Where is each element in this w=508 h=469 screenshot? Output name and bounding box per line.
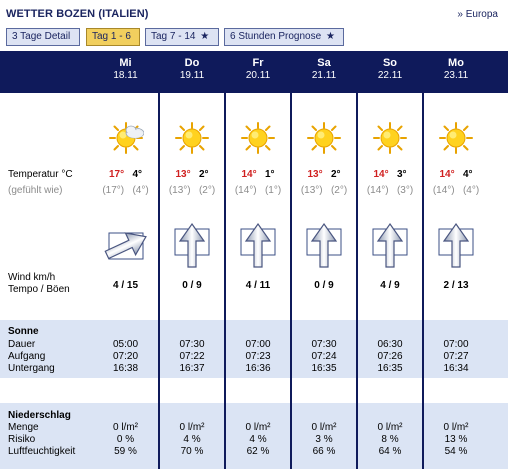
sun-duration-cell: 07:00 — [245, 339, 271, 350]
label-temperature: Temperatur °C — [8, 169, 73, 180]
felt-min: (4°) — [132, 185, 149, 196]
wind-speed-cell: 4 / 9 — [380, 280, 400, 291]
wind-direction-icon — [101, 221, 151, 271]
label-precipitation: Niederschlag — [8, 410, 71, 421]
sunset-cell: 16:37 — [179, 363, 205, 374]
felt-min: (2°) — [198, 185, 216, 196]
wind-direction-icon — [167, 221, 217, 271]
temp-min: 4° — [132, 169, 143, 180]
sunrise-cell: 07:24 — [311, 351, 337, 362]
felt-temperature-cell — [424, 185, 488, 196]
europa-link[interactable]: » Europa — [457, 9, 498, 20]
tab-3-tage-detail[interactable] — [6, 28, 80, 46]
temperature-cell — [424, 169, 488, 180]
day-date: 19.11 — [179, 70, 205, 81]
day-column-do — [158, 51, 224, 469]
temp-min: 1° — [264, 169, 275, 180]
tab-label: 6 Stunden Prognose — [230, 31, 322, 42]
sunrise-cell: 07:26 — [377, 351, 403, 362]
star-icon: ★ — [325, 31, 335, 42]
precip-amount-cell: 0 l/m² — [377, 422, 403, 433]
precip-amount-cell: 0 l/m² — [113, 422, 138, 433]
label-wind: Wind km/h — [8, 272, 56, 283]
felt-max: (14°) — [366, 185, 389, 196]
sun-icon — [306, 121, 342, 155]
day-date: 23.11 — [443, 70, 469, 81]
precip-amount-cell: 0 l/m² — [245, 422, 271, 433]
sunset-cell: 16:36 — [245, 363, 271, 374]
wind-direction-icon — [233, 221, 283, 271]
temp-max: 17° — [108, 169, 125, 180]
day-column-mo — [422, 51, 488, 469]
temp-max: 13° — [175, 169, 191, 180]
day-date: 18.11 — [113, 70, 138, 81]
tab-bar — [0, 28, 508, 46]
sunset-cell: 16:35 — [377, 363, 403, 374]
tab-6-stunden-prognose[interactable] — [224, 28, 344, 46]
day-column-sa — [290, 51, 356, 469]
temperature-cell — [160, 169, 224, 180]
humidity-cell: 64 % — [378, 446, 402, 457]
felt-min: (3°) — [396, 185, 414, 196]
wind-speed-cell: 4 / 11 — [245, 280, 271, 291]
label-amount: Menge — [8, 422, 39, 433]
precip-amount-cell: 0 l/m² — [311, 422, 337, 433]
sun-icon — [240, 121, 276, 155]
wind-speed-cell: 0 / 9 — [182, 280, 202, 291]
sunrise-cell: 07:27 — [443, 351, 469, 362]
temp-min: 2° — [198, 169, 209, 180]
sunset-cell: 16:35 — [311, 363, 337, 374]
tab-tag-1-6[interactable] — [86, 28, 140, 46]
humidity-cell: 54 % — [444, 446, 468, 457]
tab-label: Tag 7 - 14 — [151, 31, 196, 42]
sunset-cell: 16:34 — [443, 363, 469, 374]
wind-speed-cell: 0 / 9 — [314, 280, 334, 291]
day-date: 21.11 — [311, 70, 337, 81]
temp-min: 3° — [396, 169, 407, 180]
title-bar — [0, 0, 508, 26]
day-name: Fr — [252, 57, 264, 69]
wind-speed-cell: 2 / 13 — [443, 280, 469, 291]
temperature-cell — [358, 169, 422, 180]
humidity-cell: 59 % — [114, 446, 137, 457]
label-sunrise: Aufgang — [8, 351, 46, 362]
day-name: So — [382, 57, 398, 69]
day-name: Do — [184, 57, 200, 69]
sun-duration-cell: 07:30 — [311, 339, 337, 350]
precip-risk-cell: 4 % — [249, 434, 267, 445]
precip-risk-cell: 8 % — [381, 434, 399, 445]
temp-max: 14° — [241, 169, 257, 180]
day-name: Mo — [448, 57, 464, 69]
label-sun: Sonne — [8, 326, 39, 337]
tab-tag-7-14[interactable] — [145, 28, 219, 46]
felt-temperature-cell — [226, 185, 290, 196]
label-sunset: Untergang — [8, 363, 55, 374]
wind-direction-icon — [431, 221, 481, 271]
tab-label: Tag 1 - 6 — [92, 31, 131, 42]
temperature-cell — [226, 169, 290, 180]
temperature-cell — [93, 169, 158, 180]
temperature-cell — [292, 169, 356, 180]
felt-min: (4°) — [462, 185, 480, 196]
day-date: 22.11 — [377, 70, 403, 81]
sun-icon — [372, 121, 408, 155]
felt-temperature-cell — [292, 185, 356, 196]
felt-min: (1°) — [264, 185, 282, 196]
humidity-cell: 62 % — [246, 446, 270, 457]
tab-label: 3 Tage Detail — [12, 31, 71, 42]
wind-direction-icon — [299, 221, 349, 271]
felt-temperature-cell — [160, 185, 224, 196]
sun-duration-cell: 05:00 — [112, 339, 139, 350]
humidity-cell: 70 % — [180, 446, 204, 457]
sun-duration-cell: 07:00 — [443, 339, 469, 350]
felt-max: (13°) — [168, 185, 191, 196]
sun-duration-cell: 07:30 — [179, 339, 205, 350]
page-title: WETTER BOZEN (ITALIEN) — [6, 8, 149, 20]
sun-cloud-icon — [108, 121, 144, 155]
star-icon: ★ — [200, 31, 210, 42]
sun-icon — [438, 121, 474, 155]
felt-max: (14°) — [432, 185, 455, 196]
sunset-cell: 16:38 — [112, 363, 139, 374]
day-column-fr — [224, 51, 290, 469]
temp-min: 2° — [330, 169, 341, 180]
day-date: 20.11 — [245, 70, 271, 81]
day-column-mi — [93, 51, 158, 469]
temp-min: 4° — [462, 169, 473, 180]
sunrise-cell: 07:23 — [245, 351, 271, 362]
sunrise-cell: 07:20 — [112, 351, 139, 362]
label-duration: Dauer — [8, 339, 36, 350]
temp-max: 14° — [373, 169, 389, 180]
sun-icon — [174, 121, 210, 155]
humidity-cell: 66 % — [312, 446, 336, 457]
sun-duration-cell: 06:30 — [377, 339, 403, 350]
label-risk: Risiko — [8, 434, 36, 445]
label-wind-speed: Tempo / Böen — [8, 284, 70, 295]
label-humidity: Luftfeuchtigkeit — [8, 446, 76, 457]
day-column-so — [356, 51, 422, 469]
felt-min: (2°) — [330, 185, 348, 196]
day-name: Sa — [317, 57, 331, 69]
felt-max: (13°) — [300, 185, 323, 196]
felt-max: (14°) — [234, 185, 257, 196]
day-name: Mi — [119, 57, 132, 69]
felt-temperature-cell — [358, 185, 422, 196]
sunrise-cell: 07:22 — [179, 351, 205, 362]
wind-speed-cell: 4 / 15 — [112, 280, 139, 291]
temp-max: 13° — [307, 169, 323, 180]
felt-max: (17°) — [102, 185, 125, 196]
precip-risk-cell: 13 % — [444, 434, 468, 445]
felt-temperature-cell — [93, 185, 158, 196]
temp-max: 14° — [439, 169, 455, 180]
precip-risk-cell: 0 % — [116, 434, 135, 445]
precip-amount-cell: 0 l/m² — [443, 422, 469, 433]
label-felt: (gefühlt wie) — [8, 185, 63, 196]
wind-direction-icon — [365, 221, 415, 271]
precip-amount-cell: 0 l/m² — [179, 422, 205, 433]
precip-risk-cell: 4 % — [183, 434, 201, 445]
precip-risk-cell: 3 % — [315, 434, 333, 445]
